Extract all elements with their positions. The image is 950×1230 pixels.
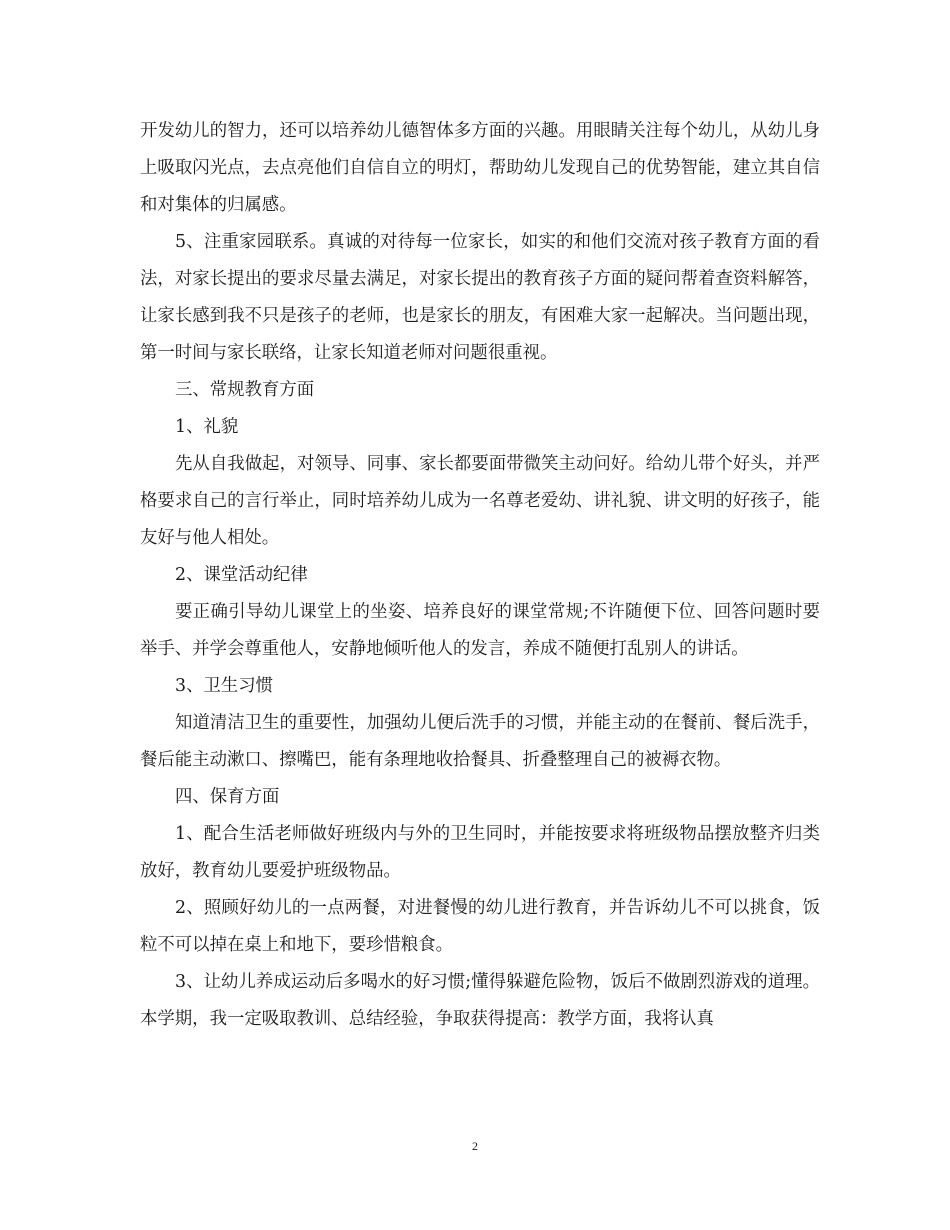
paragraph-hygiene-habits: 知道清洁卫生的重要性，加强幼儿便后洗手的习惯，并能主动的在餐前、餐后洗手，餐后能主动漱口、擦嘴巴，能有条理地收拾餐具、折叠整理自己的被褥衣物。 — [140, 713, 820, 770]
paragraph-childcare-3: 3、让幼儿养成运动后多喝水的好习惯;懂得躲避危险物，饭后不做剧烈游戏的道理。本学期，我一定吸取教训、总结经验，争取获得提高：教学方面，我将认真 — [140, 972, 820, 1029]
paragraph-home-school-contact: 5、注重家园联系。真诚的对待每一位家长，如实的和他们交流对孩子教育方面的看法，对家长提出的要求尽量去满足，对家长提出的教育孩子方面的疑问帮着查资料解答，让家长感到我不只是孩子的老师，也是家长的朋友，有困难大家一起解决。当问题出现，第一时间与家长联络，让家长知道老师对问题很重视。 — [140, 232, 820, 363]
subheading-classroom-discipline: 2、课堂活动纪律 — [175, 565, 308, 585]
paragraph-courtesy: 先从自我做起，对领导、同事、家长都要面带微笑主动问好。给幼儿带个好头，并严格要求自己的言行举止，同时培养幼儿成为一名尊老爱幼、讲礼貌、讲文明的好孩子，能友好与他人相处。 — [140, 454, 820, 548]
paragraph-continuation: 开发幼儿的智力，还可以培养幼儿德智体多方面的兴趣。用眼睛关注每个幼儿，从幼儿身上吸取闪光点，去点亮他们自信自立的明灯，帮助幼儿发现自己的优势智能，建立其自信和对集体的归属感。 — [140, 121, 820, 215]
paragraph-classroom-discipline: 要正确引导幼儿课堂上的坐姿、培养良好的课堂常规;不许随便下位、回答问题时要举手、并学会尊重他人，安静地倾听他人的发言，养成不随便打乱别人的讲话。 — [140, 602, 820, 659]
body-text — [140, 113, 820, 1038]
section-heading-routine-education: 三、常规教育方面 — [175, 380, 315, 400]
subheading-courtesy: 1、礼貌 — [175, 417, 239, 437]
section-heading-childcare: 四、保育方面 — [175, 787, 280, 807]
page-number: 2 — [472, 1139, 478, 1153]
subheading-hygiene-habits: 3、卫生习惯 — [175, 676, 274, 696]
paragraph-childcare-1: 1、配合生活老师做好班级内与外的卫生同时，并能按要求将班级物品摆放整齐归类放好，教育幼儿要爱护班级物品。 — [140, 824, 820, 881]
paragraph-childcare-2: 2、照顾好幼儿的一点两餐，对进餐慢的幼儿进行教育，并告诉幼儿不可以挑食，饭粒不可以掉在桌上和地下，要珍惜粮食。 — [140, 898, 820, 955]
